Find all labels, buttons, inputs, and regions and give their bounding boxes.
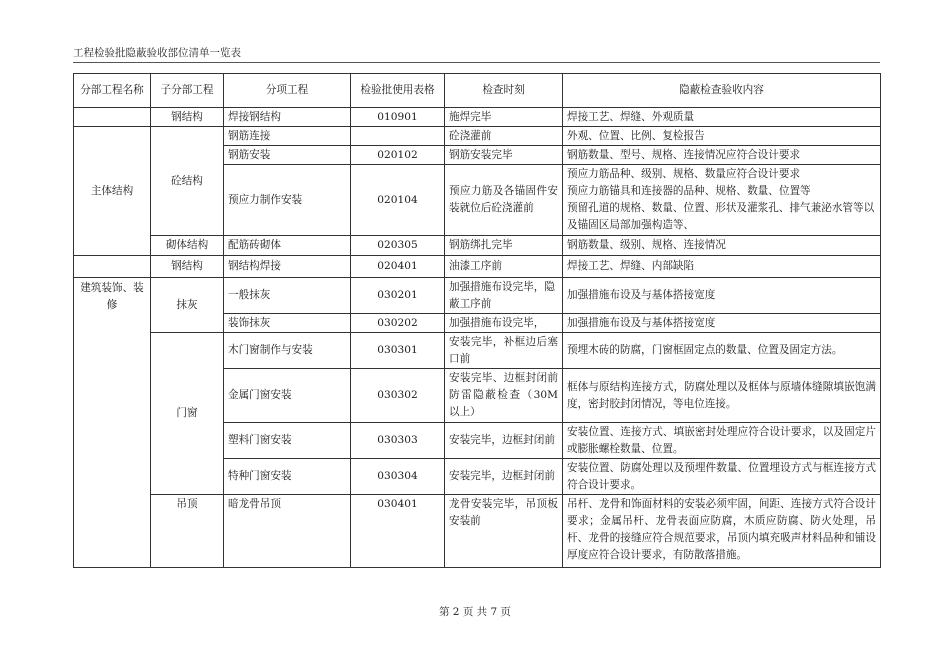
item-cell: 钢筋安装 bbox=[224, 146, 351, 165]
timing-cell: 油漆工序前 bbox=[445, 256, 563, 278]
timing-cell: 钢筋安装完毕 bbox=[445, 146, 563, 165]
item-cell: 配筋砖砌体 bbox=[224, 236, 351, 256]
form-cell: 010901 bbox=[351, 108, 445, 127]
subdivision-cell: 砌体结构 bbox=[151, 236, 224, 256]
item-cell: 木门窗制作与安装 bbox=[224, 333, 351, 369]
division-cell-blank bbox=[74, 256, 151, 278]
table-row bbox=[74, 236, 881, 256]
header-timing: 检查时刻 bbox=[445, 74, 563, 108]
header-content: 隐蔽检查验收内容 bbox=[563, 74, 881, 108]
table-row bbox=[74, 278, 881, 314]
header-division: 分部工程名称 bbox=[74, 74, 151, 108]
form-cell: 020102 bbox=[351, 146, 445, 165]
form-cell bbox=[351, 127, 445, 146]
division-cell: 建筑装饰、装修 bbox=[74, 278, 151, 568]
table-row bbox=[74, 333, 881, 369]
form-cell: 030202 bbox=[351, 314, 445, 333]
inspection-list-table bbox=[73, 73, 881, 568]
timing-cell: 加强措施布设完毕， bbox=[445, 314, 563, 333]
item-cell: 特种门窗安装 bbox=[224, 459, 351, 495]
form-cell: 020401 bbox=[351, 256, 445, 278]
content-cell: 钢筋数量、级别、规格、连接情况 bbox=[563, 236, 881, 256]
timing-cell: 安装完毕，边框封闭前 bbox=[445, 459, 563, 495]
item-cell: 焊接钢结构 bbox=[224, 108, 351, 127]
content-cell: 框体与原结构连接方式，防腐处理以及框体与原墙体缝隙填嵌饱满度，密封胶封闭情况，等电位连接。 bbox=[563, 369, 881, 423]
subdivision-cell: 吊顶 bbox=[151, 495, 224, 568]
subdivision-cell: 钢结构 bbox=[151, 108, 224, 127]
form-cell: 020305 bbox=[351, 236, 445, 256]
subdivision-cell: 抹灰 bbox=[151, 278, 224, 333]
content-cell: 焊接工艺、焊缝、内部缺陷 bbox=[563, 256, 881, 278]
table-header-row bbox=[74, 74, 881, 108]
timing-cell: 预应力筋及各锚固件安装就位后砼浇灌前 bbox=[445, 165, 563, 236]
form-cell: 030303 bbox=[351, 423, 445, 459]
item-cell: 钢筋连接 bbox=[224, 127, 351, 146]
form-cell: 030301 bbox=[351, 333, 445, 369]
form-cell: 030401 bbox=[351, 495, 445, 568]
timing-cell: 龙骨安装完毕，吊顶板安装前 bbox=[445, 495, 563, 568]
timing-cell: 砼浇灌前 bbox=[445, 127, 563, 146]
content-cell: 吊杆、龙骨和饰面材料的安装必须牢固，间距、连接方式符合设计要求；金属吊杆、龙骨表面应防腐，木质应防腐、防火处理，吊杆、龙骨的接缝应符合规范要求，吊顶内填充吸声材料品种和铺设厚度应符合设计要求，有防散落措施。 bbox=[563, 495, 881, 568]
timing-cell: 施焊完毕 bbox=[445, 108, 563, 127]
content-cell: 安装位置、防腐处理以及预埋件数量、位置埋设方式与框连接方式符合设计要求。 bbox=[563, 459, 881, 495]
division-cell: 主体结构 bbox=[74, 127, 151, 256]
timing-cell: 安装完毕、边框封闭前防雷隐蔽检查（30M以上） bbox=[445, 369, 563, 423]
item-cell: 装饰抹灰 bbox=[224, 314, 351, 333]
subdivision-cell: 钢结构 bbox=[151, 256, 224, 278]
subdivision-cell: 砼结构 bbox=[151, 127, 224, 236]
item-cell: 一般抹灰 bbox=[224, 278, 351, 314]
header-divider bbox=[73, 62, 880, 63]
content-cell: 预埋木砖的防腐，门窗框固定点的数量、位置及固定方法。 bbox=[563, 333, 881, 369]
table-row bbox=[74, 108, 881, 127]
timing-cell: 加强措施布设完毕，隐蔽工序前 bbox=[445, 278, 563, 314]
table-row bbox=[74, 495, 881, 568]
content-cell: 安装位置、连接方式、填嵌密封处理应符合设计要求，以及固定片或膨胀螺栓数量、位置。 bbox=[563, 423, 881, 459]
page-header-title: 工程检验批隐蔽验收部位清单一览表 bbox=[73, 47, 241, 59]
content-cell: 钢筋数量、型号、规格、连接情况应符合设计要求 bbox=[563, 146, 881, 165]
timing-cell: 钢筋绑扎完毕 bbox=[445, 236, 563, 256]
page-number-footer: 第 2 页 共 7 页 bbox=[438, 606, 512, 618]
item-cell: 预应力制作安装 bbox=[224, 165, 351, 236]
form-cell: 030304 bbox=[351, 459, 445, 495]
form-cell: 020104 bbox=[351, 165, 445, 236]
form-cell: 030201 bbox=[351, 278, 445, 314]
header-subdivision: 子分部工程 bbox=[151, 74, 224, 108]
timing-cell: 安装完毕，补框边后塞口前 bbox=[445, 333, 563, 369]
table-row bbox=[74, 256, 881, 278]
content-cell: 焊接工艺、焊缝、外观质量 bbox=[563, 108, 881, 127]
content-cell: 预应力筋品种、级别、规格、数量应符合设计要求 预应力筋锚具和连接器的品种、规格、数量、位置等 预留孔道的规格、数量、位置、形状及灌浆孔、排气兼泌水管等以及锚固区局部加强构造等、 bbox=[563, 165, 881, 236]
header-item: 分项工程 bbox=[224, 74, 351, 108]
content-cell: 加强措施布设及与基体搭接宽度 bbox=[563, 278, 881, 314]
form-cell: 030302 bbox=[351, 369, 445, 423]
content-cell: 外观、位置、比例、复检报告 bbox=[563, 127, 881, 146]
subdivision-cell: 门窗 bbox=[151, 333, 224, 495]
item-cell: 钢结构焊接 bbox=[224, 256, 351, 278]
header-form: 检验批使用表格 bbox=[351, 74, 445, 108]
division-cell bbox=[74, 108, 151, 127]
item-cell: 暗龙骨吊顶 bbox=[224, 495, 351, 568]
table-row bbox=[74, 127, 881, 146]
content-cell: 加强措施布设及与基体搭接宽度 bbox=[563, 314, 881, 333]
item-cell: 塑料门窗安装 bbox=[224, 423, 351, 459]
item-cell: 金属门窗安装 bbox=[224, 369, 351, 423]
timing-cell: 安装完毕，边框封闭前 bbox=[445, 423, 563, 459]
